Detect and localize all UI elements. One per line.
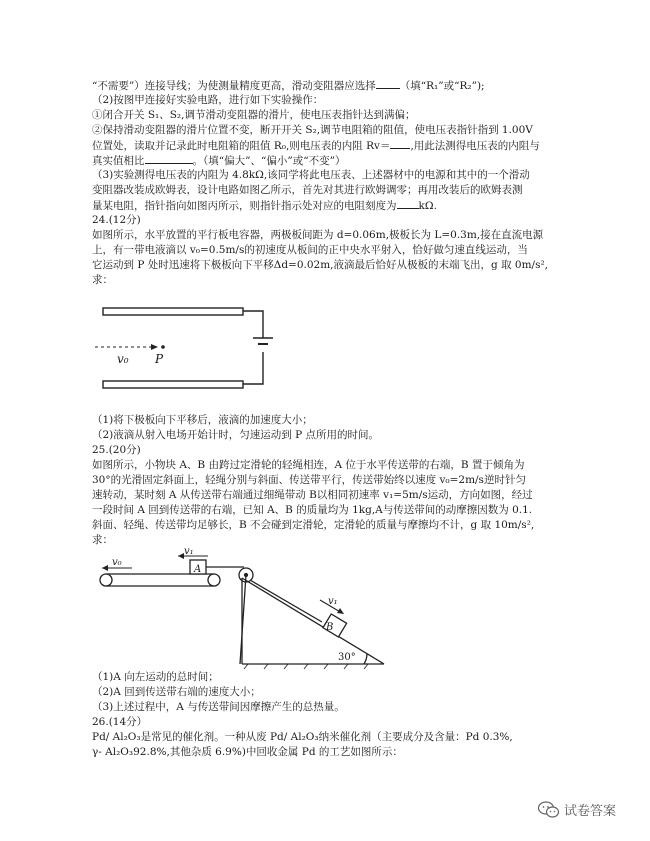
question-26-header: 26.(14分） [92,716,148,728]
text-line: （1)A 向左运动的总时间； [92,671,219,683]
text-line: γ- Al₂O₃92.8%,其他杂质 6.9%)中回收金属 Pd 的工艺如图所示： [92,746,403,758]
text-line: （1)将下极板向下平移后，液滴的加速度大小； [92,414,313,426]
text-line: 量某电阻，指针指向如图丙所示，则指针指示处对应的电阻刻度为 kΩ. [92,200,437,212]
wechat-icon [538,801,560,819]
text-line: （2)按图甲连接好实验电路，进行如下实验操作： [92,94,324,106]
text-line: 如图所示，小物块 A、B 由跨过定滑轮的轻绳相连，A 位于水平传送带的右端，B 置于倾角为 [92,459,525,471]
text-line: （3)实验测得电压表的内阻为 4.8kΩ,该同学将此电压表、上述器材中的电源和其中的一个滑动 [92,169,530,181]
conveyor-incline-figure [92,548,392,668]
block-a-label: A [194,564,202,575]
text-line: 变阻器改装成欧姆表，设计电路如图乙所示，首先对其进行欧姆调零；再用改装后的欧姆表测 [92,184,523,196]
text-line: 如图所示，水平放置的平行板电容器，两极板间距为 d=0.06m,极板长为 L=0.3m,接在直流电源 [92,229,544,241]
question-25-header: 25.(20分) [92,444,141,456]
v0-label: v₀ [117,352,129,366]
v1-label-a: v₁ [184,546,194,557]
text-line: “不需要”）连接导线；为使测量精度更高，滑动变阻器应选择 （填“R₁”或“R₂”); [92,80,485,92]
text-line: 速转动，某时刻 A 从传送带右端通过细绳带动 B以相同初速率 v₁=5m/s运动，方向如图，经过 [92,489,533,501]
text-line: ②保持滑动变阻器的滑片位置不变，断开开关 S₂,调节电阻箱的阻值，使电压表指针指到 1.00V [92,124,533,136]
v0-label: v₀ [112,557,122,568]
capacitor-figure [95,300,285,410]
v1-label-b: v₁ [328,596,338,607]
text-line: ①闭合开关 S₁、S₂,调节滑动变阻器的滑片，使电压表指针达到满偏； [92,109,416,121]
block-b-label: B [326,622,334,633]
watermark [538,800,616,819]
text-line: （2)A 回到传送带右端的速度大小； [92,686,261,698]
angle-label: 30° [338,652,356,663]
question-24-header: 24.(12分) [92,214,141,226]
text-line: 求： [92,534,113,546]
text-line: （3)上述过程中，A 与传送带间因摩擦产生的总热量。 [92,701,345,713]
text-line: Pd/ Al₂O₃是常见的催化剂。一种从废 Pd/ Al₂O₃纳米催化剂（主要成分及含量：Pd 0.3%, [92,731,513,743]
text-line: 30°的光滑固定斜面上，轻绳分别与斜面、传送带平行，传送带始终以速度 v₀=2m/s逆时针匀 [92,474,526,486]
p-label: P [155,352,164,366]
text-line: 求： [92,274,113,286]
text-line: 斜面、轻绳、传送带均足够长，B 不会碰到定滑轮，定滑轮的质量与摩擦均不计，g 取 10m/s², [92,519,535,531]
text-line: 真实值相比 。（填“偏大”、“偏小”或“不变”） [92,155,346,167]
watermark-text: 试卷答案 [564,804,617,819]
text-line: 它运动到 P 处时迅速将下极板向下平移Δd=0.02m,液滴最后恰好从极板的末端飞出，g 取 0m/s², [92,259,549,271]
text-line: 一段时间 A 回到传送带的右端，已知 A、B 的质量均为 1kg,A与传送带间的动摩擦因数为 0.1. [92,504,533,516]
text-line: （2)液滴从射入电场开始计时，匀速运动到 P 点所用的时间。 [92,429,380,441]
text-line: 上，有一带电液滴以 v₀=0.5m/s的初速度从板间的正中央水平射入，恰好做匀速直线运动，当 [92,244,528,256]
text-line: 位置处，读取并记录此时电阻箱的阻值 R₀,则电压表的内阻 Rv＝ ,用此法测得电压表的内阻与 [92,140,540,152]
